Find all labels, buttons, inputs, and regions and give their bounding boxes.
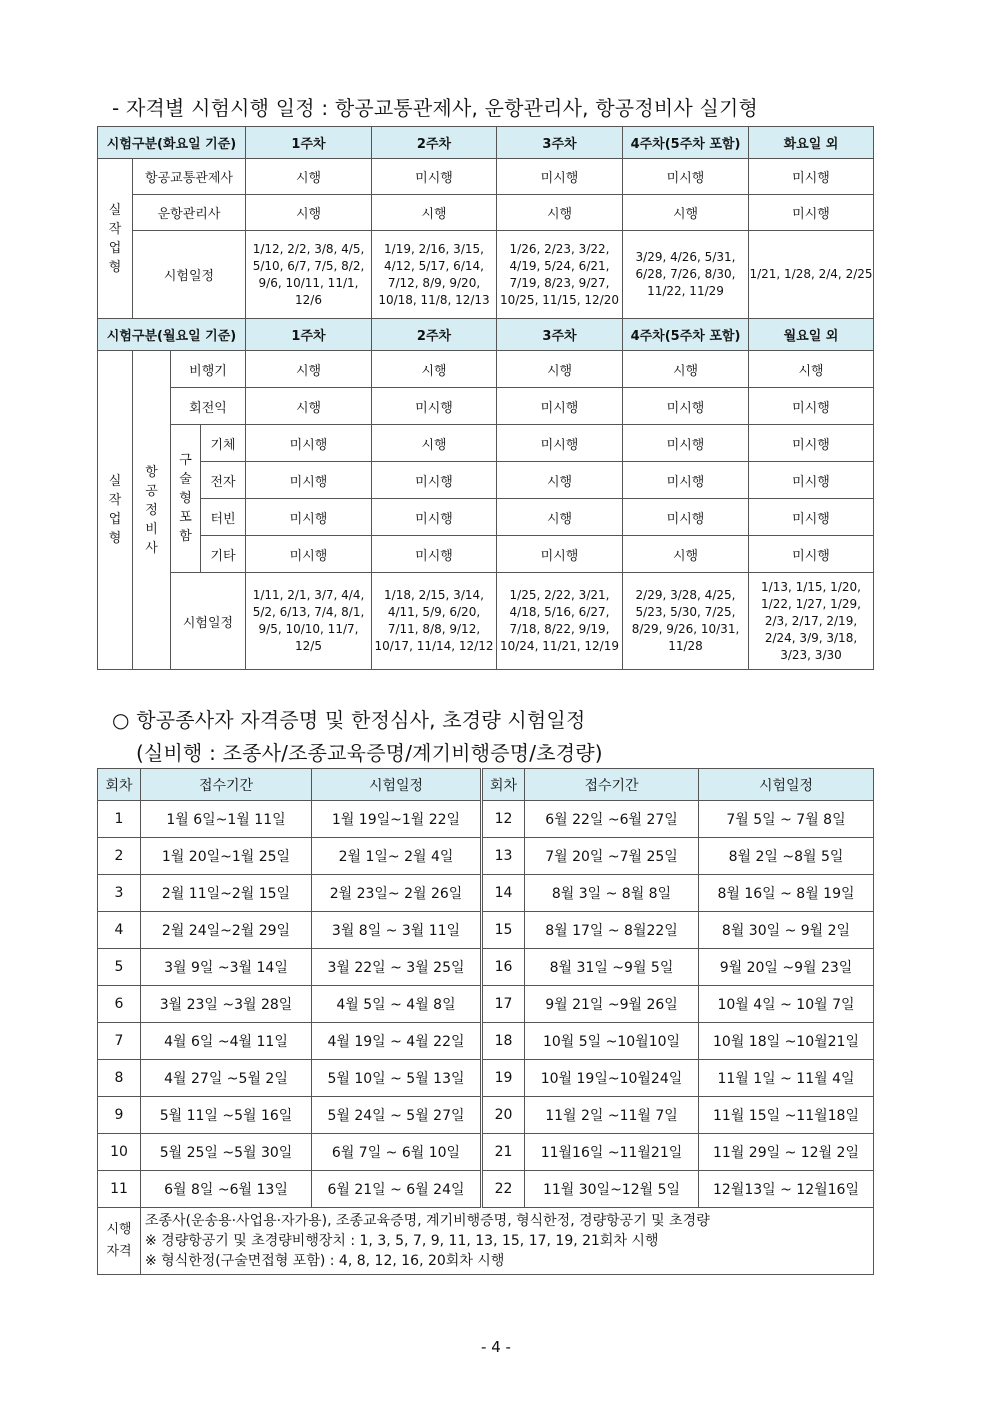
- table-cell: 미시행: [246, 462, 372, 499]
- date-list-cell: 2/29, 3/28, 4/25, 5/23, 5/30, 7/25, 8/29, 9/26, 10/31, 11/28: [623, 573, 749, 670]
- header-cell: 3주차: [497, 127, 623, 159]
- table-cell: 9월 20일 ~9월 23일: [699, 949, 874, 986]
- table-cell: 시행: [623, 536, 749, 573]
- table-cell: 미시행: [372, 388, 497, 425]
- table-row: [98, 801, 874, 838]
- table-cell: 시행: [497, 462, 623, 499]
- table-cell: 미시행: [749, 462, 874, 499]
- row-label: 운항관리사: [133, 195, 246, 231]
- table-cell: 미시행: [246, 536, 372, 573]
- table-cell: 7월 20일 ~7월 25일: [525, 838, 699, 875]
- header-cell: 시험구분(월요일 기준): [98, 319, 246, 351]
- date-list-cell: 1/19, 2/16, 3/15, 4/12, 5/17, 6/14, 7/12, 8/9, 9/20, 10/18, 11/8, 12/13: [372, 231, 497, 319]
- table-cell: 시행: [497, 351, 623, 388]
- page-number: - 4 -: [481, 1338, 511, 1356]
- header-cell: 접수기간: [525, 769, 699, 801]
- date-list-cell: 3/29, 4/26, 5/31, 6/28, 7/26, 8/30, 11/22, 11/29: [623, 231, 749, 319]
- table-cell: 2: [98, 838, 141, 875]
- table-cell: 6월 21일 ~ 6월 24일: [312, 1171, 482, 1208]
- header-cell: 2주차: [372, 127, 497, 159]
- table-cell: 8월 16일 ~ 8월 19일: [699, 875, 874, 912]
- row-label: 시험일정: [171, 573, 246, 670]
- table-row: [98, 1023, 874, 1060]
- table-cell: 11월 2일 ~11월 7일: [525, 1097, 699, 1134]
- row-label: 항공교통관제사: [133, 159, 246, 195]
- header-cell: 접수기간: [141, 769, 312, 801]
- table-cell: 미시행: [623, 388, 749, 425]
- table-row: [98, 231, 874, 319]
- table-cell: 미시행: [497, 425, 623, 462]
- table-cell: 8: [98, 1060, 141, 1097]
- table-cell: 10월 5일 ~10월10일: [525, 1023, 699, 1060]
- table-cell: 21: [482, 1134, 525, 1171]
- table-cell: 11: [98, 1171, 141, 1208]
- table-cell: 10월 18일 ~10월21일: [699, 1023, 874, 1060]
- table-cell: 1: [98, 801, 141, 838]
- table-cell: 2월 24일~2월 29일: [141, 912, 312, 949]
- header-row: [98, 769, 874, 801]
- table-cell: 1월 19일~1월 22일: [312, 801, 482, 838]
- table-cell: 3월 9일 ~3월 14일: [141, 949, 312, 986]
- section-heading-flight: ○ 항공종사자 자격증명 및 한정심사, 초경량 시험일정: [112, 708, 586, 732]
- table-cell: 12: [482, 801, 525, 838]
- table-cell: 20: [482, 1097, 525, 1134]
- table-row: [98, 425, 874, 462]
- table-cell: 시행: [497, 499, 623, 536]
- table-row: [98, 351, 874, 388]
- table-cell: 12월13일 ~ 12월16일: [699, 1171, 874, 1208]
- table-cell: 2월 1일~ 2월 4일: [312, 838, 482, 875]
- table-cell: 5월 24일 ~ 5월 27일: [312, 1097, 482, 1134]
- practical-exam-schedule-table: [97, 126, 874, 670]
- table-cell: 6: [98, 986, 141, 1023]
- date-list-cell: 1/11, 2/1, 3/7, 4/4, 5/2, 6/13, 7/4, 8/1, 9/5, 10/10, 11/7, 12/5: [246, 573, 372, 670]
- table-cell: 시행: [372, 351, 497, 388]
- table-cell: 4월 19일 ~ 4월 22일: [312, 1023, 482, 1060]
- table-cell: 4: [98, 912, 141, 949]
- table-cell: 시행: [246, 388, 372, 425]
- table-cell: 6월 7일 ~ 6월 10일: [312, 1134, 482, 1171]
- table-row: [98, 1060, 874, 1097]
- table-cell: 3월 22일 ~ 3월 25일: [312, 949, 482, 986]
- table-cell: 8월 17일 ~ 8월22일: [525, 912, 699, 949]
- header-cell: 회차: [482, 769, 525, 801]
- table-cell: 11월16일 ~11월21일: [525, 1134, 699, 1171]
- table-cell: 2월 23일~ 2월 26일: [312, 875, 482, 912]
- section-subheading-flight: (실비행 : 조종사/조종교육증명/계기비행증명/초경량): [136, 741, 603, 765]
- row-label: 전자: [201, 462, 246, 499]
- table-cell: 시행: [623, 195, 749, 231]
- header-cell: 1주차: [246, 319, 372, 351]
- table-cell: 시행: [246, 351, 372, 388]
- table-cell: 10월 4일 ~ 10월 7일: [699, 986, 874, 1023]
- header-cell: 시험구분(화요일 기준): [98, 127, 246, 159]
- table-row: [98, 1097, 874, 1134]
- table-cell: 2월 11일~2월 15일: [141, 875, 312, 912]
- table-cell: 9: [98, 1097, 141, 1134]
- table-cell: 7: [98, 1023, 141, 1060]
- table-cell: 17: [482, 986, 525, 1023]
- table-cell: 22: [482, 1171, 525, 1208]
- date-list-cell: 1/26, 2/23, 3/22, 4/19, 5/24, 6/21, 7/19, 8/23, 9/27, 10/25, 11/15, 12/20: [497, 231, 623, 319]
- header-cell: 2주차: [372, 319, 497, 351]
- table-cell: 4월 6일 ~4월 11일: [141, 1023, 312, 1060]
- table-cell: 미시행: [497, 536, 623, 573]
- header-cell: 1주차: [246, 127, 372, 159]
- row-label: 기체: [201, 425, 246, 462]
- table-cell: 미시행: [623, 425, 749, 462]
- table-cell: 미시행: [372, 159, 497, 195]
- note-line: 조종사(운송용·사업용·자가용), 조종교육증명, 계기비행증명, 형식한정, 경량항공기 및 초경량: [145, 1213, 710, 1229]
- header-cell: 4주차(5주차 포함): [623, 127, 749, 159]
- table-cell: 미시행: [246, 425, 372, 462]
- table-cell: 5월 25일 ~5월 30일: [141, 1134, 312, 1171]
- table-cell: 1월 6일~1월 11일: [141, 801, 312, 838]
- table-row: [98, 388, 874, 425]
- table-cell: 5월 10일 ~ 5월 13일: [312, 1060, 482, 1097]
- group-label-aircraft-mechanic: 항 공 정 비 사: [133, 351, 171, 670]
- table-cell: 미시행: [749, 536, 874, 573]
- table-row: [98, 1171, 874, 1208]
- table-cell: 시행: [749, 351, 874, 388]
- table-cell: 미시행: [497, 159, 623, 195]
- header-cell: 회차: [98, 769, 141, 801]
- table-cell: 6월 22일 ~6월 27일: [525, 801, 699, 838]
- table-cell: 18: [482, 1023, 525, 1060]
- table-cell: 4월 5일 ~ 4월 8일: [312, 986, 482, 1023]
- table-cell: 시행: [246, 195, 372, 231]
- note-line: ※ 형식한정(구술면접형 포함) : 4, 8, 12, 16, 20회차 시행: [145, 1253, 505, 1269]
- table-cell: 미시행: [623, 499, 749, 536]
- date-list-cell: 1/12, 2/2, 3/8, 4/5, 5/10, 6/7, 7/5, 8/2, 9/6, 10/11, 11/1, 12/6: [246, 231, 372, 319]
- table-cell: 8월 30일 ~ 9월 2일: [699, 912, 874, 949]
- table-cell: 5: [98, 949, 141, 986]
- table-cell: 3월 8일 ~ 3월 11일: [312, 912, 482, 949]
- table-cell: 미시행: [623, 462, 749, 499]
- table-cell: 시행: [372, 195, 497, 231]
- note-line: ※ 경량항공기 및 초경량비행장치 : 1, 3, 5, 7, 9, 11, 13, 15, 17, 19, 21회차 시행: [145, 1233, 659, 1249]
- tuesday-header-row: [98, 127, 874, 159]
- table-cell: 11월 30일~12월 5일: [525, 1171, 699, 1208]
- table-cell: 11월 15일 ~11월18일: [699, 1097, 874, 1134]
- table-row: [98, 838, 874, 875]
- date-list-cell: 1/25, 2/22, 3/21, 4/18, 5/16, 6/27, 7/18, 8/22, 9/19, 10/24, 11/21, 12/19: [497, 573, 623, 670]
- table-cell: 미시행: [749, 195, 874, 231]
- table-cell: 시행: [372, 425, 497, 462]
- table-cell: 16: [482, 949, 525, 986]
- row-label: 비행기: [171, 351, 246, 388]
- table-row: [98, 195, 874, 231]
- table-cell: 미시행: [749, 388, 874, 425]
- date-list-cell: 1/21, 1/28, 2/4, 2/25: [749, 231, 874, 319]
- note-label: 시행 자격: [98, 1208, 141, 1275]
- table-row: [98, 986, 874, 1023]
- table-row: [98, 573, 874, 670]
- table-cell: 6월 8일 ~6월 13일: [141, 1171, 312, 1208]
- table-cell: 미시행: [749, 159, 874, 195]
- table-cell: 11월 29일 ~ 12월 2일: [699, 1134, 874, 1171]
- table-cell: 8월 2일 ~8월 5일: [699, 838, 874, 875]
- table-cell: 9월 21일 ~9월 26일: [525, 986, 699, 1023]
- table-row: [98, 499, 874, 536]
- table-cell: 미시행: [497, 388, 623, 425]
- header-cell: 시험일정: [312, 769, 482, 801]
- table-cell: 3월 23일 ~3월 28일: [141, 986, 312, 1023]
- table-cell: 15: [482, 912, 525, 949]
- table-cell: 미시행: [749, 499, 874, 536]
- header-cell: 시험일정: [699, 769, 874, 801]
- table-cell: 10월 19일~10월24일: [525, 1060, 699, 1097]
- table-row: [98, 1134, 874, 1171]
- group-label-practical: 실 작 업 형: [98, 351, 133, 670]
- table-cell: 14: [482, 875, 525, 912]
- table-cell: 미시행: [372, 462, 497, 499]
- flight-exam-schedule-table: [97, 768, 874, 1275]
- table-cell: 시행: [623, 351, 749, 388]
- table-cell: 3: [98, 875, 141, 912]
- table-cell: 13: [482, 838, 525, 875]
- table-row: [98, 536, 874, 573]
- section-heading-practical: - 자격별 시험시행 일정 : 항공교통관제사, 운항관리사, 항공정비사 실기형: [112, 96, 759, 120]
- row-label: 회전익: [171, 388, 246, 425]
- table-cell: 미시행: [372, 499, 497, 536]
- monday-header-row: [98, 319, 874, 351]
- table-cell: 시행: [246, 159, 372, 195]
- header-cell: 월요일 외: [749, 319, 874, 351]
- table-row: [98, 949, 874, 986]
- table-row: [98, 462, 874, 499]
- header-cell: 화요일 외: [749, 127, 874, 159]
- note-row: [98, 1208, 874, 1275]
- row-label: 터빈: [201, 499, 246, 536]
- table-cell: 10: [98, 1134, 141, 1171]
- header-cell: 3주차: [497, 319, 623, 351]
- table-cell: 8월 3일 ~ 8월 8일: [525, 875, 699, 912]
- table-cell: 19: [482, 1060, 525, 1097]
- row-label: 기타: [201, 536, 246, 573]
- table-cell: 미시행: [246, 499, 372, 536]
- group-label-oral: 구 술 형 포 함: [171, 425, 201, 573]
- table-cell: 미시행: [623, 159, 749, 195]
- table-cell: 시행: [497, 195, 623, 231]
- table-row: [98, 159, 874, 195]
- table-cell: 4월 27일 ~5월 2일: [141, 1060, 312, 1097]
- table-cell: 미시행: [372, 536, 497, 573]
- table-cell: 미시행: [749, 425, 874, 462]
- note-cell: [141, 1208, 874, 1275]
- table-row: [98, 875, 874, 912]
- table-cell: 5월 11일 ~5월 16일: [141, 1097, 312, 1134]
- date-list-cell: 1/13, 1/15, 1/20, 1/22, 1/27, 1/29, 2/3, 2/17, 2/19, 2/24, 3/9, 3/18, 3/23, 3/30: [749, 573, 874, 670]
- table-cell: 7월 5일 ~ 7월 8일: [699, 801, 874, 838]
- table-cell: 8월 31일 ~9월 5일: [525, 949, 699, 986]
- group-label-practical: 실 작 업 형: [98, 159, 133, 319]
- table-cell: 1월 20일~1월 25일: [141, 838, 312, 875]
- row-label: 시험일정: [133, 231, 246, 319]
- date-list-cell: 1/18, 2/15, 3/14, 4/11, 5/9, 6/20, 7/11, 8/8, 9/12, 10/17, 11/14, 12/12: [372, 573, 497, 670]
- table-cell: 11월 1일 ~ 11월 4일: [699, 1060, 874, 1097]
- table-row: [98, 912, 874, 949]
- header-cell: 4주차(5주차 포함): [623, 319, 749, 351]
